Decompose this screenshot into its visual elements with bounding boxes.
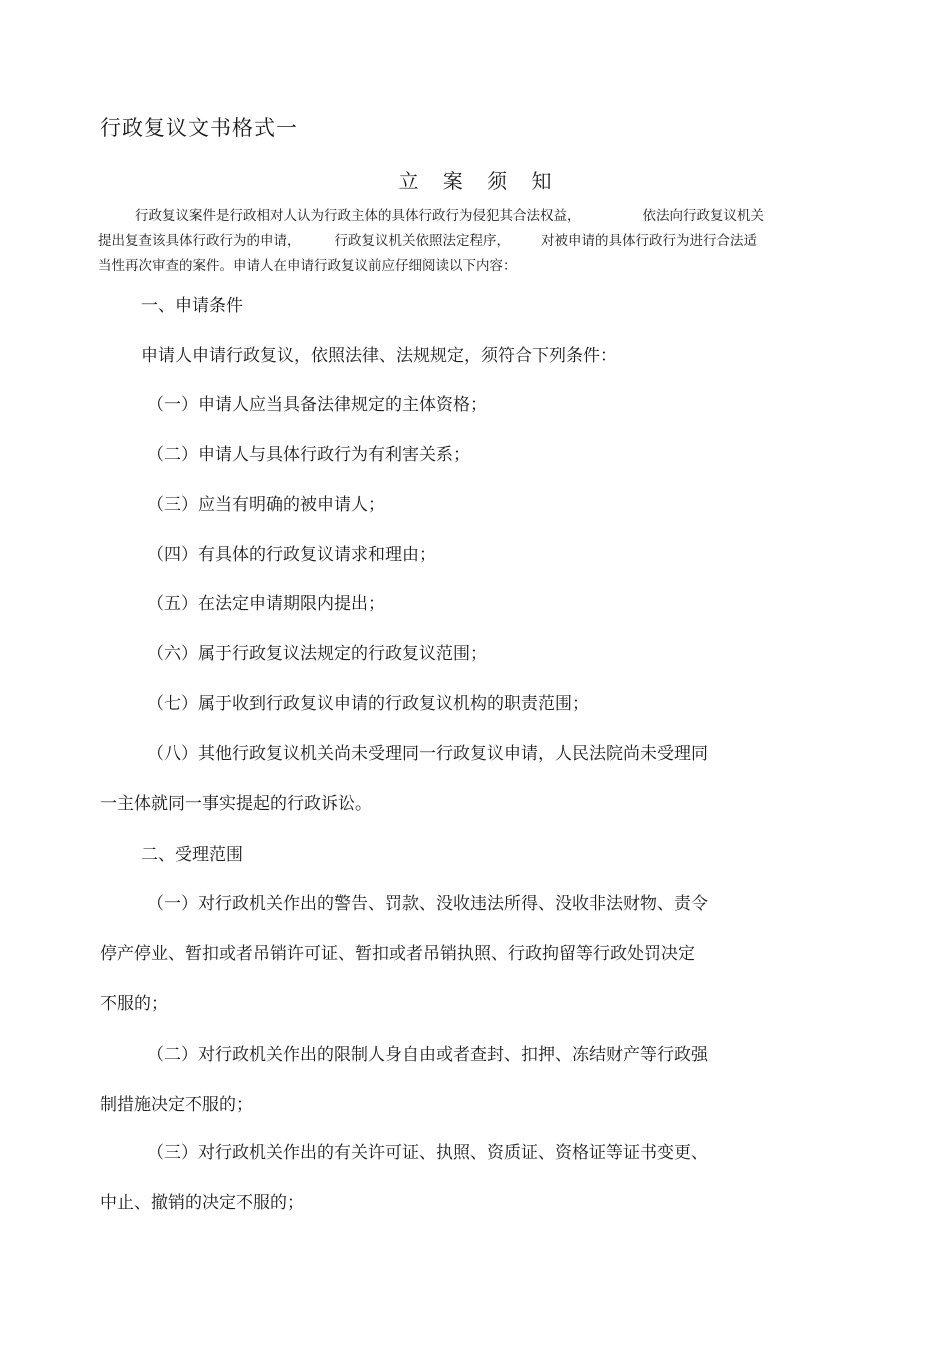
section-1-lead: 申请人申请行政复议，依照法律、法规规定，须符合下列条件： — [141, 346, 617, 366]
scope-item: （三）对行政机关作出的有关许可证、执照、资质证、资格证等证书变更、 — [147, 1143, 708, 1163]
document-heading: 立 案 须 知 — [398, 169, 561, 193]
intro-line-2 — [98, 229, 838, 254]
section-2-title: 二、受理范围 — [141, 845, 243, 865]
document-title: 行政复议文书格式一 — [100, 116, 298, 140]
condition-item-continued: 一主体就同一事实提起的行政诉讼。 — [100, 794, 372, 814]
intro-text: 行政复议案件是行政相对人认为行政主体的具体行政行为侵犯其合法权益， — [135, 208, 581, 224]
scope-item-continued: 中止、撤销的决定不服的； — [100, 1193, 304, 1213]
condition-item: （五）在法定申请期限内提出； — [147, 594, 385, 614]
intro-text: 依法向行政复议机关 — [642, 208, 764, 224]
condition-item: （一）申请人应当具备法律规定的主体资格； — [147, 395, 487, 415]
intro-paragraph — [98, 204, 838, 279]
condition-item: （四）有具体的行政复议请求和理由； — [147, 545, 436, 565]
scope-item-continued: 不服的； — [100, 994, 168, 1014]
intro-text: 行政复议机关依照法定程序， — [334, 233, 510, 249]
section-1-title: 一、申请条件 — [141, 296, 243, 316]
condition-item: （三）应当有明确的被申请人； — [147, 495, 385, 515]
condition-item: （二）申请人与具体行政行为有利害关系； — [147, 445, 470, 465]
condition-item: （七）属于收到行政复议申请的行政复议机构的职责范围； — [147, 694, 589, 714]
intro-text: 提出复查该具体行政行为的申请， — [98, 233, 301, 249]
scope-item-continued: 制措施决定不服的； — [100, 1095, 253, 1115]
intro-line-3: 当性再次审查的案件。申请人在申请行政复议前应仔细阅读以下内容： — [98, 258, 517, 274]
scope-item-continued: 停产停业、暂扣或者吊销许可证、暂扣或者吊销执照、行政拘留等行政处罚决定 — [100, 944, 695, 964]
scope-item: （一）对行政机关作出的警告、罚款、没收违法所得、没收非法财物、责令 — [147, 894, 708, 914]
scope-item: （二）对行政机关作出的限制人身自由或者查封、扣押、冻结财产等行政强 — [147, 1045, 708, 1065]
condition-item: （六）属于行政复议法规定的行政复议范围； — [147, 644, 487, 664]
condition-item: （八）其他行政复议机关尚未受理同一行政复议申请，人民法院尚未受理同 — [147, 744, 708, 764]
intro-text: 对被申请的具体行政行为进行合法适 — [541, 233, 757, 249]
intro-line-1 — [98, 204, 838, 229]
